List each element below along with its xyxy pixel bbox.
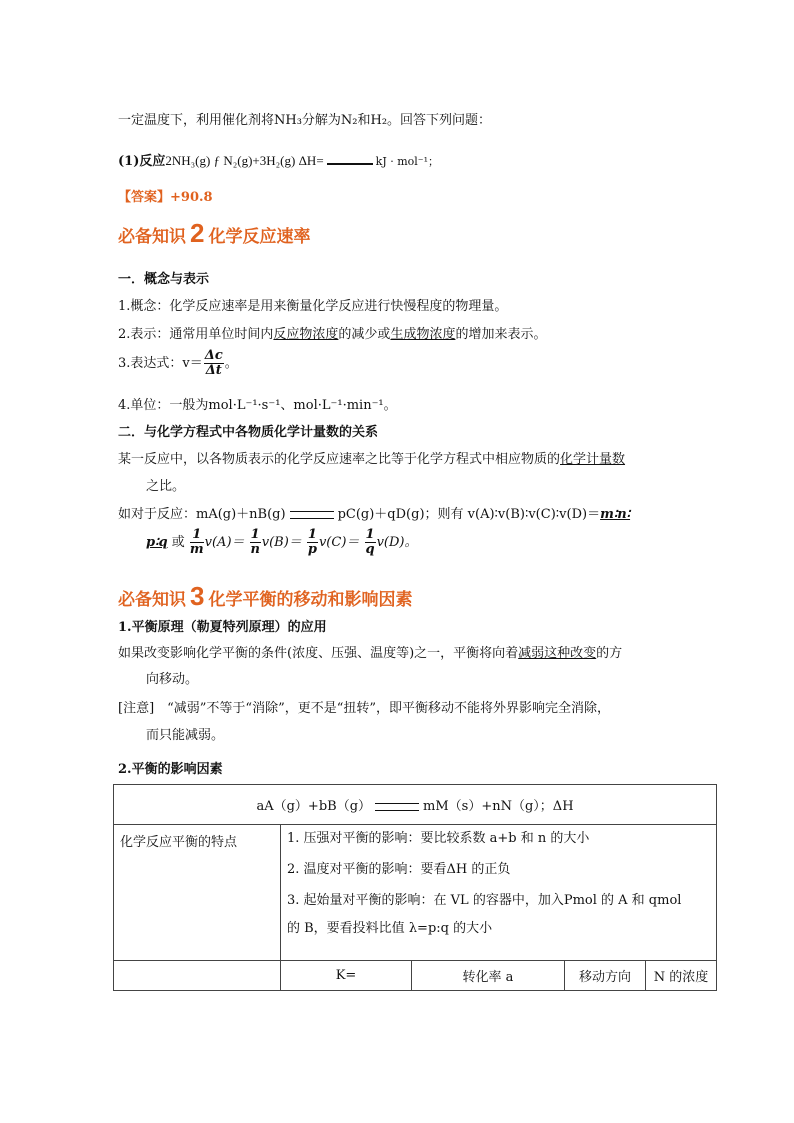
- reaction-pre: 如对于反应：mA(g)＋nB(g): [118, 507, 286, 522]
- table-equation-cell: [114, 785, 717, 825]
- rate-denominator: Δt: [205, 363, 222, 378]
- table-header-cell: K=: [281, 961, 412, 991]
- section-3-prefix: 必备知识: [118, 590, 186, 610]
- table-header-cell: N 的浓度: [646, 961, 717, 991]
- fraction-p-den: p: [307, 542, 317, 557]
- concept-text: 1.概念：化学反应速率是用来衡量化学反应进行快慢程度的物理量。: [118, 299, 508, 314]
- table-item: 1. 压强对平衡的影响：要比较系数 a+b 和 n 的大小: [287, 831, 590, 846]
- principle-pre: 如果改变影响化学平衡的条件(浓度、压强、温度等)之一，平衡将向着: [118, 646, 519, 661]
- rate-b: v(B)＝: [261, 535, 302, 550]
- ratio-post: 之比。: [146, 479, 186, 494]
- answer-line: [118, 186, 213, 205]
- table-header-cell: 转化率 a: [412, 961, 565, 991]
- fraction-m: [190, 528, 204, 557]
- concept-line: [118, 295, 507, 314]
- fraction-m-den: m: [189, 542, 204, 557]
- factors-heading: 2.平衡的影响因素: [118, 762, 223, 777]
- question-1-prefix: (1)反应: [118, 154, 166, 169]
- section-2-number: 2: [190, 218, 205, 248]
- reaction-mid: pC(g)＋qD(g)；则有 v(A)∶v(B)∶v(C)∶v(D)＝: [337, 507, 601, 522]
- principle-post: 的方: [596, 646, 623, 661]
- table-left-label-cell: [114, 825, 281, 961]
- ratio-mn: m∶n∶: [600, 507, 631, 522]
- equilibrium-table: [113, 784, 717, 991]
- fraction-n-num: 1: [250, 527, 260, 542]
- answer-value: +90.8: [170, 190, 213, 205]
- section-3-heading: [118, 581, 412, 612]
- section-2-heading: [118, 218, 310, 249]
- or-text: 或: [171, 535, 185, 550]
- section-2-sub-1: 一．概念与表示: [118, 272, 210, 287]
- table-header-cell: [114, 961, 281, 991]
- representation-line: [118, 323, 546, 342]
- question-1-equation: 2NH₃(g) ƒ N₂(g)+3H₂(g) ΔH=: [165, 153, 324, 168]
- table-left-label: 化学反应平衡的特点: [120, 835, 238, 850]
- unit-line: 4.单位：一般为mol·L⁻¹·s⁻¹、mol·L⁻¹·min⁻¹。: [118, 398, 397, 413]
- fraction-p-num: 1: [307, 527, 317, 542]
- expression-post: 。: [224, 356, 238, 371]
- ratio-line: [118, 448, 625, 467]
- ratio-pq: p∶q: [146, 535, 168, 550]
- table-equilibrium-arrow: [375, 803, 419, 811]
- representation-mid: 的减少或: [338, 327, 391, 342]
- principle-line: [118, 642, 622, 661]
- table-equation-left: aA（g）+bB（g）: [256, 799, 372, 814]
- fraction-ratio-line: [146, 528, 418, 557]
- equilibrium-arrow: [290, 511, 334, 519]
- stoichiometric-coefficient: 化学计量数: [560, 452, 626, 467]
- section-3-title: 化学平衡的移动和影响因素: [208, 590, 413, 610]
- reaction-example: [118, 503, 630, 522]
- principle-line-2: 向移动。: [146, 672, 199, 687]
- table-row: [114, 785, 717, 825]
- intro-text: 一定温度下，利用催化剂将NH₃分解为N₂和H₂。回答下列问题：: [118, 113, 492, 128]
- table-items-cell: [281, 825, 717, 961]
- note-line-2: 而只能减弱。: [146, 728, 225, 743]
- expression-pre: 3.表达式：v＝: [118, 356, 203, 371]
- answer-label: 【答案】: [118, 190, 171, 205]
- fraction-n: [250, 528, 261, 557]
- section-2-sub-2: 二．与化学方程式中各物质化学计量数的关系: [118, 425, 379, 440]
- expression-line: [118, 349, 238, 378]
- rate-numerator: Δc: [204, 348, 223, 363]
- question-1-unit: kJ · mol⁻¹；: [375, 155, 440, 168]
- rate-a: v(A)＝: [204, 535, 245, 550]
- reactant-concentration: 反应物浓度: [273, 327, 339, 342]
- fraction-q: [365, 528, 376, 557]
- question-1: [118, 150, 439, 169]
- fraction-n-den: n: [250, 542, 260, 557]
- fraction-q-den: q: [365, 542, 375, 557]
- ratio-pre: 某一反应中，以各物质表示的化学反应速率之比等于化学方程式中相应物质的: [118, 452, 561, 467]
- representation-post: 的增加来表示。: [455, 327, 547, 342]
- table-row: [114, 825, 717, 961]
- fraction-p: [307, 528, 318, 557]
- rate-c: v(C)＝: [318, 535, 360, 550]
- product-concentration: 生成物浓度: [390, 327, 456, 342]
- section-2-title: 化学反应速率: [208, 227, 311, 247]
- representation-pre: 2.表示：通常用单位时间内: [118, 327, 274, 342]
- table-header-cell: 移动方向: [565, 961, 646, 991]
- rate-fraction: [204, 349, 224, 378]
- principle-heading: 1.平衡原理（勒夏特列原理）的应用: [118, 620, 327, 635]
- rate-d: v(D)。: [376, 535, 418, 550]
- table-item: 的 B，要看投料比值 λ=p:q 的大小: [287, 921, 493, 936]
- weaken-change: 减弱这种改变: [518, 646, 597, 661]
- section-2-prefix: 必备知识: [118, 227, 186, 247]
- answer-blank[interactable]: [327, 153, 373, 165]
- fraction-m-num: 1: [190, 528, 204, 543]
- fraction-q-num: 1: [365, 527, 375, 542]
- table-item: 2. 温度对平衡的影响：要看ΔH 的正负: [287, 862, 511, 877]
- note-line: [注意] “减弱”不等于“消除”，更不是“扭转”，即平衡移动不能将外界影响完全消除，: [118, 701, 611, 716]
- table-equation-right: mM（s）+nN（g）；ΔH: [423, 799, 574, 814]
- section-3-number: 3: [190, 581, 205, 611]
- table-row: [114, 961, 717, 991]
- table-item: 3. 起始量对平衡的影响：在 VL 的容器中，加入Pmol 的 A 和 qmol: [287, 893, 682, 908]
